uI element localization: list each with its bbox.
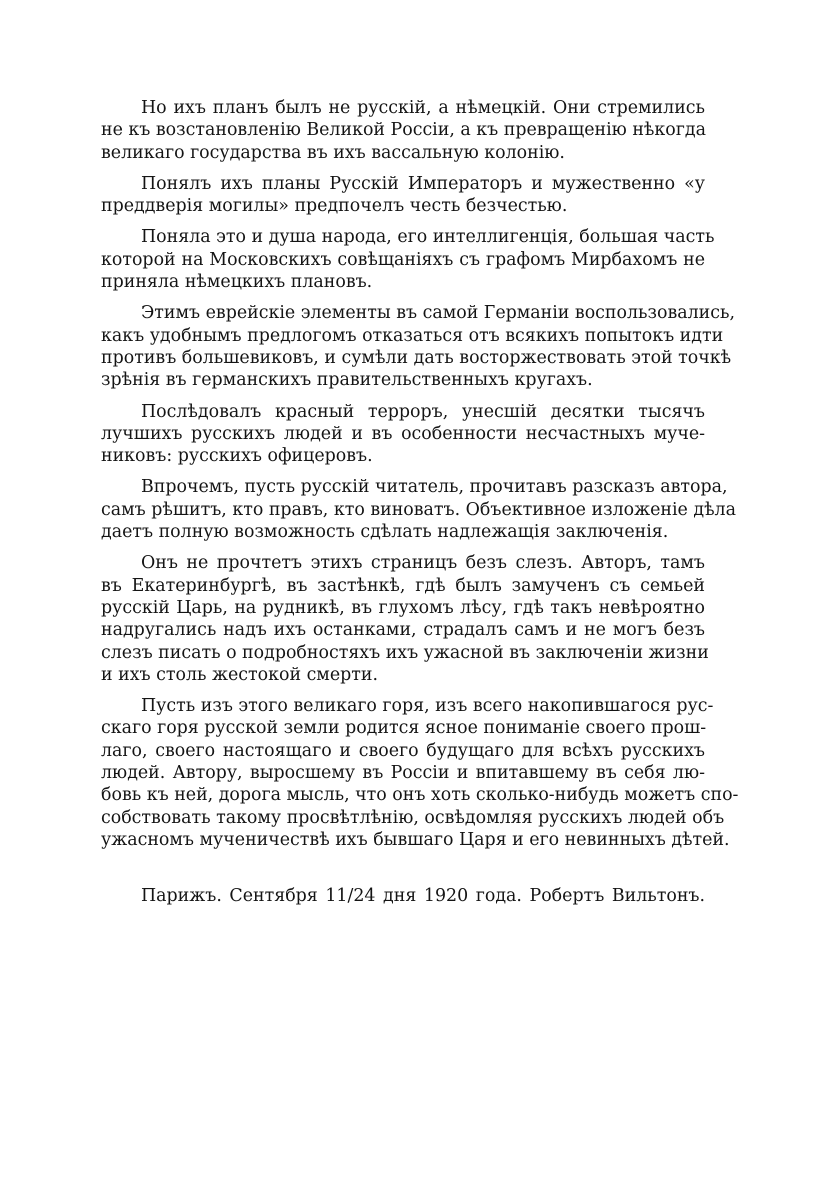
paragraph-tears bbox=[101, 552, 709, 686]
text-line: противъ большевиковъ, и сумѣли дать восторжествовать этой точкѣ bbox=[101, 347, 732, 368]
text-line: преддверія могилы» предпочелъ честь безчестью. bbox=[101, 196, 568, 217]
text-line: лаго, своего настоящаго и своего будущаго для всѣхъ русскихъ bbox=[101, 740, 705, 761]
text-line: скаго горя русской земли родится ясное пониманіе своего прош- bbox=[101, 718, 707, 739]
paragraph-red-terror bbox=[101, 401, 705, 468]
text-line: Но ихъ планъ былъ не русскій, а нѣмецкій. Они стремились bbox=[141, 98, 705, 118]
paragraph-intelligentsia bbox=[101, 226, 715, 293]
signature-line: Парижъ. Сентября 11/24 дня 1920 года. Робертъ Вильтонъ. bbox=[141, 886, 705, 907]
text-line: ужасномъ мученичествѣ ихъ бывшаго Царя и его невинныхъ дѣтей. bbox=[101, 829, 730, 850]
text-line: слезъ писать о подробностяхъ ихъ ужасной въ заключеніи жизни bbox=[101, 642, 709, 663]
document-page bbox=[101, 97, 739, 908]
text-line: и ихъ столь жестокой смерти. bbox=[101, 664, 378, 685]
text-line: зрѣнія въ германскихъ правительственныхъ кругахъ. bbox=[101, 370, 593, 391]
text-line: Пусть изъ этого великаго горя, изъ всего накопившагося рус- bbox=[141, 696, 714, 717]
text-line: которой на Московскихъ совѣщаніяхъ съ графомъ Мирбахомъ не bbox=[101, 249, 705, 270]
paragraph-emperor bbox=[101, 173, 705, 218]
text-line: собствовать такому просвѣтлѣнію, освѣдомляя русскихъ людей объ bbox=[101, 807, 725, 828]
text-line: людей. Автору, выросшему въ Россіи и впитавшему въ себя лю- bbox=[101, 763, 705, 784]
text-line: великаго государства въ ихъ вассальную колонію. bbox=[101, 142, 565, 163]
text-line: Этимъ еврейскіе элементы въ самой Германіи воспользовались, bbox=[141, 303, 735, 324]
text-line: Поняла это и душа народа, его интеллигенція, большая часть bbox=[141, 227, 715, 248]
text-line: никовъ: русскихъ офицеровъ. bbox=[101, 446, 373, 467]
paragraph-great-grief bbox=[101, 695, 739, 851]
text-line: даетъ полную возможность сдѣлать надлежащія заключенія. bbox=[101, 522, 669, 543]
text-line: Впрочемъ, пусть русскій читатель, прочитавъ разсказъ автора, bbox=[141, 477, 728, 498]
text-line: какъ удобнымъ предлогомъ отказаться отъ всякихъ попытокъ идти bbox=[101, 325, 724, 346]
text-line: русскій Царь, на рудникѣ, въ глухомъ лѣсу, гдѣ такъ невѣроятно bbox=[101, 597, 705, 618]
paragraph-germany bbox=[101, 302, 735, 391]
text-line: надругались надъ ихъ останками, страдалъ самъ и не могъ безъ bbox=[101, 620, 705, 641]
paragraph-reader bbox=[101, 476, 736, 543]
text-line: въ Екатеринбургѣ, въ застѣнкѣ, гдѣ былъ замученъ съ семьей bbox=[101, 575, 705, 596]
text-line: Понялъ ихъ планы Русскій Императоръ и мужественно «у bbox=[141, 173, 705, 194]
text-line: не къ возстановленію Великой Россіи, а къ превращенію нѣкогда bbox=[101, 120, 706, 141]
text-line: бовь къ ней, дорога мысль, что онъ хоть сколько-нибудь можетъ спо- bbox=[101, 785, 739, 806]
text-line: самъ рѣшитъ, кто правъ, кто виноватъ. Объективное изложеніе дѣла bbox=[101, 499, 736, 520]
text-line: Онъ не прочтетъ этихъ страницъ безъ слезъ. Авторъ, тамъ bbox=[141, 553, 705, 574]
text-line: лучшихъ русскихъ людей и въ особенности несчастныхъ муче- bbox=[101, 423, 705, 444]
text-line: Послѣдовалъ красный терроръ, унесшій десятки тысячъ bbox=[141, 401, 705, 422]
paragraph-german-plan bbox=[101, 97, 705, 164]
text-line: приняла нѣмецкихъ плановъ. bbox=[101, 272, 373, 293]
